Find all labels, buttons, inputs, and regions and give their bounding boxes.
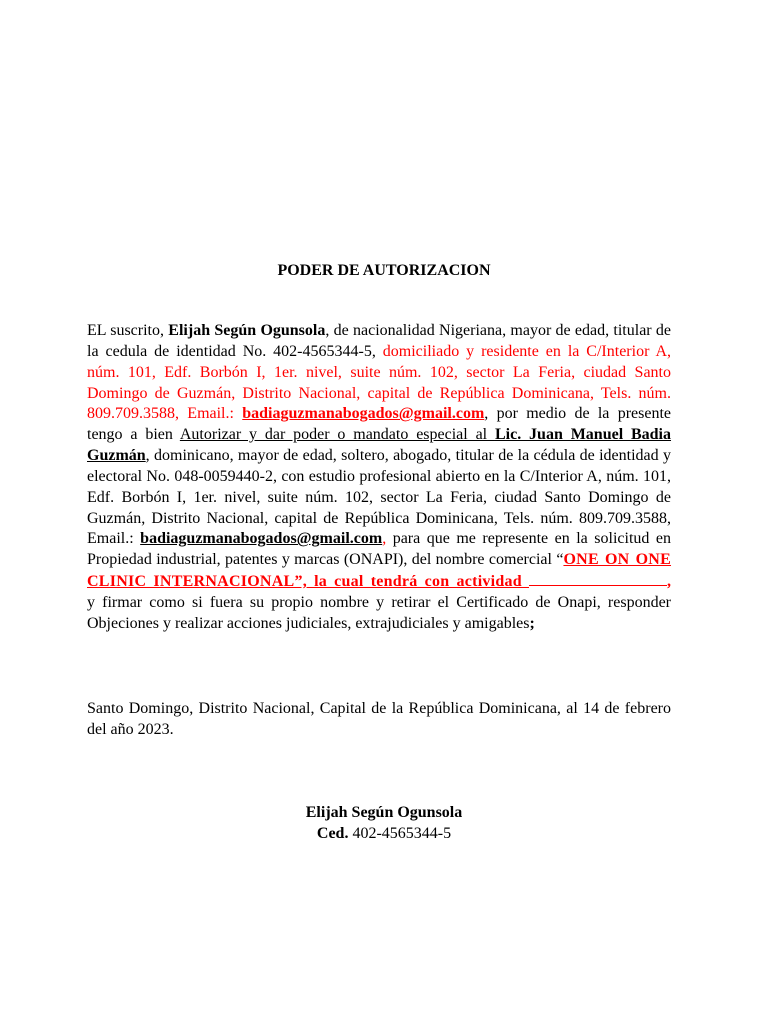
body-paragraph [87, 321, 671, 635]
document-title: PODER DE AUTORIZACION [277, 262, 491, 279]
email-link-1[interactable]: badiaguzmanabogados@gmail.com [242, 405, 485, 423]
signature-name: Elijah Según Ogunsola [305, 804, 463, 821]
blank-comma: , [667, 573, 671, 591]
text-grantor-details: , de nacionalidad Nigeriana, mayor de edad, titular de la cedula de identidad No. 402-4565344-5, [87, 322, 672, 360]
signature-block [0, 802, 768, 844]
paragraph-end: ; [529, 614, 535, 632]
grantor-name: Elijah Según Ogunsola [168, 322, 326, 339]
signature-id-number: 402-4565344-5 [348, 825, 452, 842]
text-powers: y firmar como si fuera su propio nombre y retirar el Certificado de Onapi, responder Objeciones y realizar acciones judiciales, extrajudiciales y amigables [87, 593, 671, 632]
date-line: Santo Domingo, Distrito Nacional, Capital de la República Dominicana, al 14 de febrero del año 2023. [87, 700, 671, 738]
text-representation: para que me represente en la solicitud en Propiedad industrial, patentes y marcas (ONAPI), del nombre comercial “ [87, 530, 672, 569]
trade-name: ONE ON ONE CLINIC INTERNACIONAL”, la cual tendrá con actividad [87, 551, 672, 591]
activity-blank-line [529, 571, 667, 586]
signature-id-label: Ced. [316, 825, 349, 842]
lawyer-name: Lic. Juan Manuel Badia Guzmán [87, 426, 672, 465]
grantor-address: domiciliado y residente en la C/Interior A, núm. 101, Edf. Borbón I, 1er. nivel, suite núm. 102, sector La Feria, ciudad Santo Domingo de Guzmán, Distrito Nacional, capital de República Dominicana, Tels. núm. 809.709.3588, Email.: [87, 342, 671, 423]
text-intro: EL suscrito, [87, 322, 169, 339]
text-authorization-intro: , por medio de la presente tengo a bien [87, 405, 672, 444]
email-2-comma: , [382, 530, 387, 548]
authorization-clause: Autorizar y dar poder o mandato especial al [179, 426, 495, 444]
signature-id [0, 823, 768, 844]
text-lawyer-details: , dominicano, mayor de edad, soltero, abogado, titular de la cédula de identidad y electoral No. 048-0059440-2, con estudio profesional abierto en la C/Interior A, núm. 101, Edf. Borbón I, 1er. nivel, suite núm. 102, sector La Feria, ciudad Santo Domingo de Guzmán, Distrito Nacional, capital de República Dominicana, Tels. núm. 809.709.3588, Email.: [87, 447, 671, 548]
email-link-2[interactable]: badiaguzmanabogados@gmail.com [140, 530, 383, 548]
